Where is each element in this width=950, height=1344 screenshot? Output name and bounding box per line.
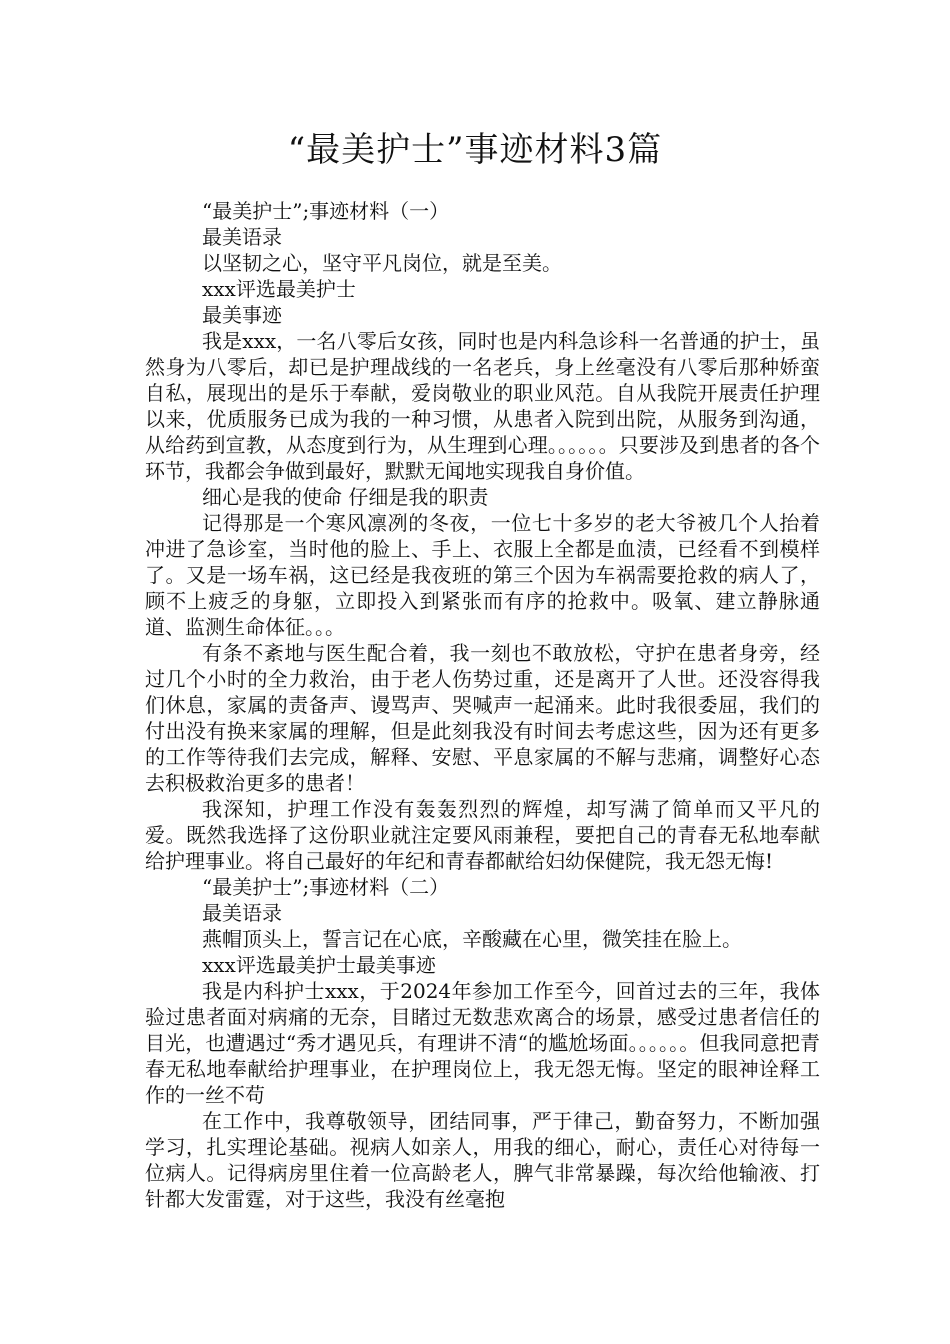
award-label: xxx评选最美护士最美事迹 <box>202 953 436 977</box>
body-paragraph: 我深知，护理工作没有轰轰烈烈的辉煌，却写满了简单而又平凡的爱。既然我选择了这份职业就注定要风雨兼程，要把自己的青春无私地奉献给护理事业。将自己最好的年纪和青春都献给妇幼保健院，我无怨无悔! <box>145 797 820 873</box>
subheading: 细心是我的使命 仔细是我的职责 <box>202 485 489 509</box>
body-paragraph: 我是内科护士xxx，于2024年参加工作至今，回首过去的三年，我体验过患者面对病痛的无奈，目睹过无数悲欢离合的场景，感受过患者信任的目光，也遭遇过“秀才遇见兵，有理讲不清“的尴尬场面。。。。。。但我同意把青春无私地奉献给护理事业，在护理岗位上，我无怨无悔。坚定的眼神诠释工作的一丝不苟 <box>145 979 820 1107</box>
quote-text: 燕帽顶头上，誓言记在心底，辛酸藏在心里，微笑挂在脸上。 <box>202 927 742 951</box>
body-paragraph: 在工作中，我尊敬领导，团结同事，严于律己，勤奋努力，不断加强学习，扎实理论基础。视病人如亲人，用我的细心，耐心，责任心对待每一位病人。记得病房里住着一位高龄老人，脾气非常暴躁，每次给他输液、打针都大发雷霆，对于这些，我没有丝毫抱 <box>145 1109 820 1211</box>
award-label: xxx评选最美护士 <box>202 277 356 301</box>
document-title: “最美护士”事迹材料3篇 <box>287 130 663 170</box>
section-heading-1: “最美护士”;事迹材料（一） <box>202 199 450 223</box>
quote-label: 最美语录 <box>202 901 282 925</box>
body-paragraph: 有条不紊地与医生配合着，我一刻也不敢放松，守护在患者身旁，经过几个小时的全力救治，由于老人伤势过重，还是离开了人世。还没容得我们休息，家属的责备声、谩骂声、哭喊声一起涌来。此时我很委屈，我们的付出没有换来家属的理解，但是此刻我没有时间去考虑这些，因为还有更多的工作等待我们去完成，解释、安慰、平息家属的不解与悲痛，调整好心态去积极救治更多的患者！ <box>145 641 820 795</box>
body-paragraph: 记得那是一个寒风凛冽的冬夜，一位七十多岁的老大爷被几个人抬着冲进了急诊室，当时他的脸上、手上、衣服上全都是血渍，已经看不到模样了。又是一场车祸，这已经是我夜班的第三个因为车祸需要抢救的病人了，顾不上疲乏的身躯，立即投入到紧张而有序的抢救中。吸氧、建立静脉通道、监测生命体征。。。 <box>145 511 820 639</box>
body-paragraph: 我是xxx，一名八零后女孩，同时也是内科急诊科一名普通的护士，虽然身为八零后，却已是护理战线的一名老兵，身上丝毫没有八零后那种娇蛮自私，展现出的是乐于奉献，爱岗敬业的职业风范。自从我院开展责任护理以来，优质服务已成为我的一种习惯，从患者入院到出院，从服务到沟通，从给药到宣教，从态度到行为，从生理到心理。。。。。。只要涉及到患者的各个环节，我都会争做到最好，默默无闻地实现我自身价值。 <box>145 329 820 483</box>
deeds-label: 最美事迹 <box>202 303 282 327</box>
quote-label: 最美语录 <box>202 225 282 249</box>
document-body <box>145 198 820 1212</box>
section-heading-2: “最美护士”;事迹材料（二） <box>202 875 450 899</box>
quote-text: 以坚韧之心，坚守平凡岗位，就是至美。 <box>202 251 562 275</box>
